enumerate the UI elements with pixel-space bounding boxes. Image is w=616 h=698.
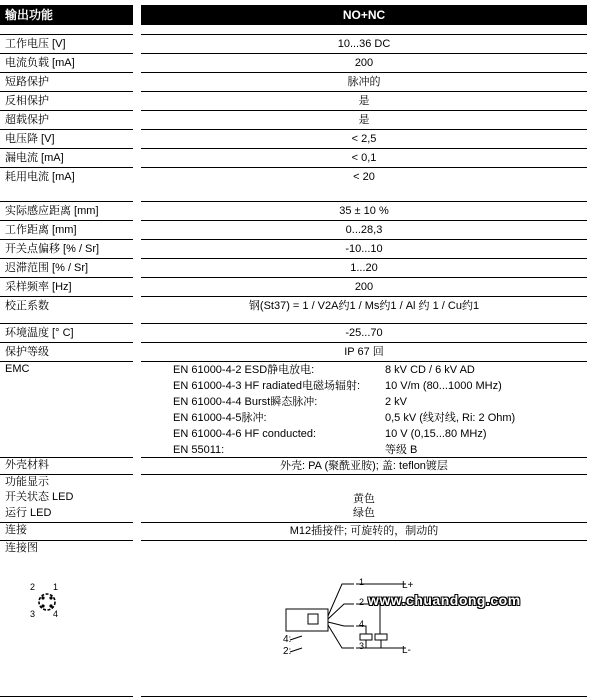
spec-row xyxy=(0,297,616,315)
spec-row xyxy=(0,278,616,296)
emc-standard: EN 61000-4-5脉冲: xyxy=(173,412,267,424)
spec-value: 是 xyxy=(358,95,370,107)
spec-value: < 2,5 xyxy=(351,133,377,145)
spec-label: 短路保护 xyxy=(5,76,49,88)
spec-value: IP 67 回 xyxy=(344,346,384,358)
spec-label: 迟滞范围 [% / Sr] xyxy=(5,262,89,274)
connection-label: 连接 xyxy=(5,524,27,536)
wiring-row xyxy=(0,541,616,557)
emc-value: 10 V/m (80...1000 MHz) xyxy=(385,380,502,392)
spec-value: 钢(St37) = 1 / V2A约1 / Ms约1 / Al 约 1 / Cu约1 xyxy=(248,300,480,312)
emc-standard: EN 61000-4-6 HF conducted: xyxy=(173,428,317,440)
connection-row xyxy=(0,523,616,540)
wiring-label: 连接图 xyxy=(5,542,38,554)
housing-value: 外壳: PA (聚酰亚胺); 盖: teflon镀层 xyxy=(280,460,448,472)
spec-value: 0...28,3 xyxy=(345,224,383,236)
run-led-value: 绿色 xyxy=(353,507,375,519)
spec-label: 工作电压 [V] xyxy=(5,38,66,50)
housing-row xyxy=(0,458,616,474)
bottom-divider-left xyxy=(0,696,133,697)
switch-led-label: 开关状态 LED xyxy=(5,491,74,503)
spec-row xyxy=(0,92,616,110)
connector-face-icon xyxy=(28,582,68,622)
spec-label: 反相保护 xyxy=(5,95,49,107)
spec-row xyxy=(0,149,616,167)
spec-value: 35 ± 10 % xyxy=(339,205,389,217)
display-row xyxy=(0,475,616,521)
spec-row xyxy=(0,343,616,361)
spec-row xyxy=(0,73,616,91)
output-4-label: 4: xyxy=(283,634,292,645)
spec-label: 电流负载 [mA] xyxy=(5,57,75,69)
run-led-label: 运行 LED xyxy=(5,507,52,519)
spec-value: 是 xyxy=(358,114,370,126)
spec-value: 10...36 DC xyxy=(337,38,391,50)
spec-value: 200 xyxy=(354,281,374,293)
emc-standard: EN 55011: xyxy=(173,444,225,456)
spec-label: 超载保护 xyxy=(5,114,49,126)
spec-row xyxy=(0,111,616,129)
emc-value: 8 kV CD / 6 kV AD xyxy=(385,364,475,376)
spec-value: 200 xyxy=(354,57,374,69)
spec-row xyxy=(0,130,616,148)
emc-value: 2 kV xyxy=(385,396,408,408)
spec-value: < 0,1 xyxy=(351,152,377,164)
spec-value: 脉冲的 xyxy=(347,76,381,88)
emc-standard: EN 61000-4-2 ESD静电放电: xyxy=(173,364,315,376)
spec-label: 电压降 [V] xyxy=(5,133,55,145)
spec-value: < 20 xyxy=(353,171,375,183)
emc-value: 10 V (0,15...80 MHz) xyxy=(385,428,487,440)
switch-led-value: 黄色 xyxy=(353,493,375,505)
pin-label-3: 3 xyxy=(30,609,36,619)
spec-label: 采样频率 [Hz] xyxy=(5,281,72,293)
header-right: NO+NC xyxy=(141,5,587,25)
spec-row xyxy=(0,324,616,342)
spec-row xyxy=(0,221,616,239)
spec-row xyxy=(0,240,616,258)
m12-pinout xyxy=(28,582,68,622)
spec-label: 实际感应距离 [mm] xyxy=(5,205,99,217)
spec-row xyxy=(0,54,616,72)
spec-value: 1...20 xyxy=(350,262,378,274)
emc-standard: EN 61000-4-4 Burst瞬态脉冲: xyxy=(173,396,318,408)
pin-label-2: 2 xyxy=(30,582,36,592)
pin-label-4: 4 xyxy=(53,609,59,619)
emc-value: 等级 B xyxy=(385,444,418,456)
spec-label: 环境温度 [° C] xyxy=(5,327,74,339)
spec-row xyxy=(0,168,616,186)
supply-negative-label: L- xyxy=(402,645,411,656)
spec-label: 漏电流 [mA] xyxy=(5,152,64,164)
watermark: www.chuandong.com xyxy=(368,592,521,608)
spec-value: -25...70 xyxy=(345,327,383,339)
connection-value: M12插接件; 可旋转的，制动的 xyxy=(289,525,439,537)
emc-value: 0,5 kV (线对线, Ri: 2 Ohm) xyxy=(385,412,516,424)
terminal-3: 3 xyxy=(359,641,365,651)
terminal-4: 4 xyxy=(359,619,365,629)
pin-label-1: 1 xyxy=(53,582,59,592)
spec-value: -10...10 xyxy=(345,243,383,255)
spec-row xyxy=(0,202,616,220)
terminal-2: 2 xyxy=(359,597,365,607)
output-2-label: 2: xyxy=(283,646,292,657)
housing-label: 外壳材料 xyxy=(5,459,49,471)
supply-positive-label: L+ xyxy=(402,580,414,591)
spec-row xyxy=(0,259,616,277)
spec-label: 工作距离 [mm] xyxy=(5,224,77,236)
terminal-1: 1 xyxy=(359,577,365,587)
display-label: 功能显示 xyxy=(5,476,49,488)
spec-label: 保护等级 xyxy=(5,346,49,358)
emc-label: EMC xyxy=(5,363,30,375)
emc-standard: EN 61000-4-3 HF radiated电磁场辐射: xyxy=(173,380,361,392)
spec-label: 开关点偏移 [% / Sr] xyxy=(5,243,100,255)
spec-label: 校正系数 xyxy=(5,300,49,312)
spec-label: 耗用电流 [mA] xyxy=(5,171,75,183)
bottom-divider-right xyxy=(141,696,587,697)
spec-row xyxy=(0,35,616,53)
header-left: 输出功能 xyxy=(0,5,133,25)
